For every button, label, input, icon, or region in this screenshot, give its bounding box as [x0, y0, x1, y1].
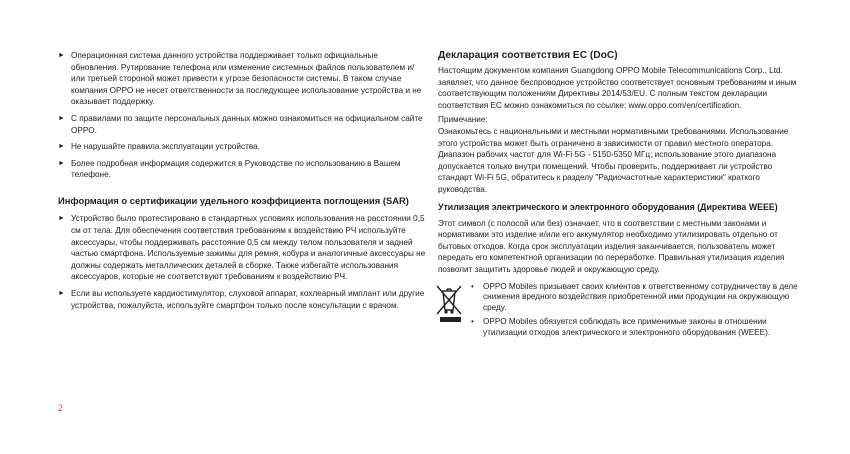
- doc-text: Настоящим документом компания Guangdong OPPO Mobile Telecommunications Corp., Ltd. заявляет, что данное беспроводное устройство соответствует основным требованиям и иным соответствующим положениям Директивы 2014/53/EU. С полным текстом декларации соответствия EC можно ознакомиться по ссылке: www.oppo.com/en/certification.: [438, 66, 797, 110]
- dot-bullet-icon: •: [471, 281, 474, 291]
- bullet-item: [58, 288, 426, 311]
- bullet-text: Операционная система данного устройства поддерживает только официальные обновления. Рутирование телефона или изменение системных файлов пользователем и/или третьей стороной может привести к угрозе безопасности системы. В таком случае компания OPPO не несет ответственности за последующее использование устройства и не оказывает поддержку.: [71, 51, 422, 107]
- page-number: 2: [58, 403, 63, 413]
- arrow-bullet-icon: ►: [58, 143, 65, 151]
- bullet-item: [58, 141, 426, 153]
- bullet-item: [58, 50, 426, 108]
- bullet-item: [58, 113, 426, 136]
- note-text: Ознакомьтесь с национальными и местными нормативными требованиями. Использование этого устройства может быть ограничено в зависимости от правил местного оператора. Диапазон рабочих частот для Wi-Fi 5G - 5150-5350 МГц; использование этого диапазона допускается только внутри помещений. Чтобы проверить, поддерживает ли устройство стандарт Wi-Fi 5G, обратитесь к разделу "Радиочастотные характеристики" краткого руководства.: [438, 126, 789, 194]
- arrow-bullet-icon: ►: [58, 290, 65, 297]
- weee-list: [438, 282, 798, 339]
- arrow-bullet-icon: ►: [58, 52, 65, 59]
- weee-bullet-text: OPPO Mobiles призывает своих клиентов к ответственному сотрудничеству в деле снижения вредного воздействия приобретенной ими продукции на окружающую среду.: [483, 281, 798, 312]
- weee-bullet-text: OPPO Mobiles обязуется соблюдать все применимые законы в отношении утилизации отходов электрического и электронного оборудования (WEEE).: [483, 317, 771, 337]
- doc-heading: Декларация соответствия EC (DoC): [438, 50, 618, 61]
- weee-text: Этот символ (с полосой или без) означает, что в соответствии с местными законами и нормативами это изделие и/или его аккумулятор необходимо утилизировать отдельно от бытовых отходов. Когда срок эксплуатации изделия заканчивается, пользователь может передать его компетентной организации по переработке. Правильная утилизация изделия позволит защитить здоровье людей и окружающую среду.: [438, 218, 785, 274]
- bullet-item: [58, 213, 426, 283]
- bullet-text: С правилами по защите персональных данных можно ознакомиться на официальном сайте OPPO.: [71, 113, 423, 135]
- note-label: Примечание:: [438, 115, 488, 125]
- left-column: [58, 50, 426, 316]
- bullet-text: Если вы используете кардиостимулятор, слуховой аппарат, кохлеарный имплант или другие устройства, пожалуйста, используйте смартфон только после консультации с врачом.: [71, 289, 425, 310]
- right-column: [438, 50, 798, 342]
- bullet-text: Не нарушайте правила эксплуатации устройства.: [71, 142, 260, 152]
- bullet-text: Устройство было протестировано в стандартных условиях использования на расстоянии 0,5 см от тела. Для обеспечения соответствия требованиям к воздействию РЧ используйте аксессуары, чтобы поддерживать расстояние 0,5 см между телом пользователя и задней частью смартфона. Используемые зажимы для ремня, кобура и аналогичные аксессуары не должны содержать металлических деталей в сборке. Также избегайте использования аксессуаров, которые не соответствуют требованиям к воздействию РЧ.: [71, 214, 426, 282]
- dot-bullet-icon: •: [471, 317, 474, 327]
- arrow-bullet-icon: ►: [58, 159, 65, 167]
- bullet-item: [58, 158, 426, 181]
- arrow-bullet-icon: ►: [58, 215, 65, 223]
- arrow-bullet-icon: ►: [58, 114, 65, 122]
- weee-heading: Утилизация электрического и электронного оборудования (Директива WEEE): [438, 201, 778, 212]
- bullet-text: Более подробная информация содержится в Руководстве по использованию в Вашем телефоне.: [71, 158, 401, 180]
- weee-bullet-item: [438, 317, 798, 338]
- weee-bullet-item: [438, 282, 798, 314]
- sar-heading: Информация о сертификации удельного коэффициента поглощения (SAR): [58, 194, 409, 206]
